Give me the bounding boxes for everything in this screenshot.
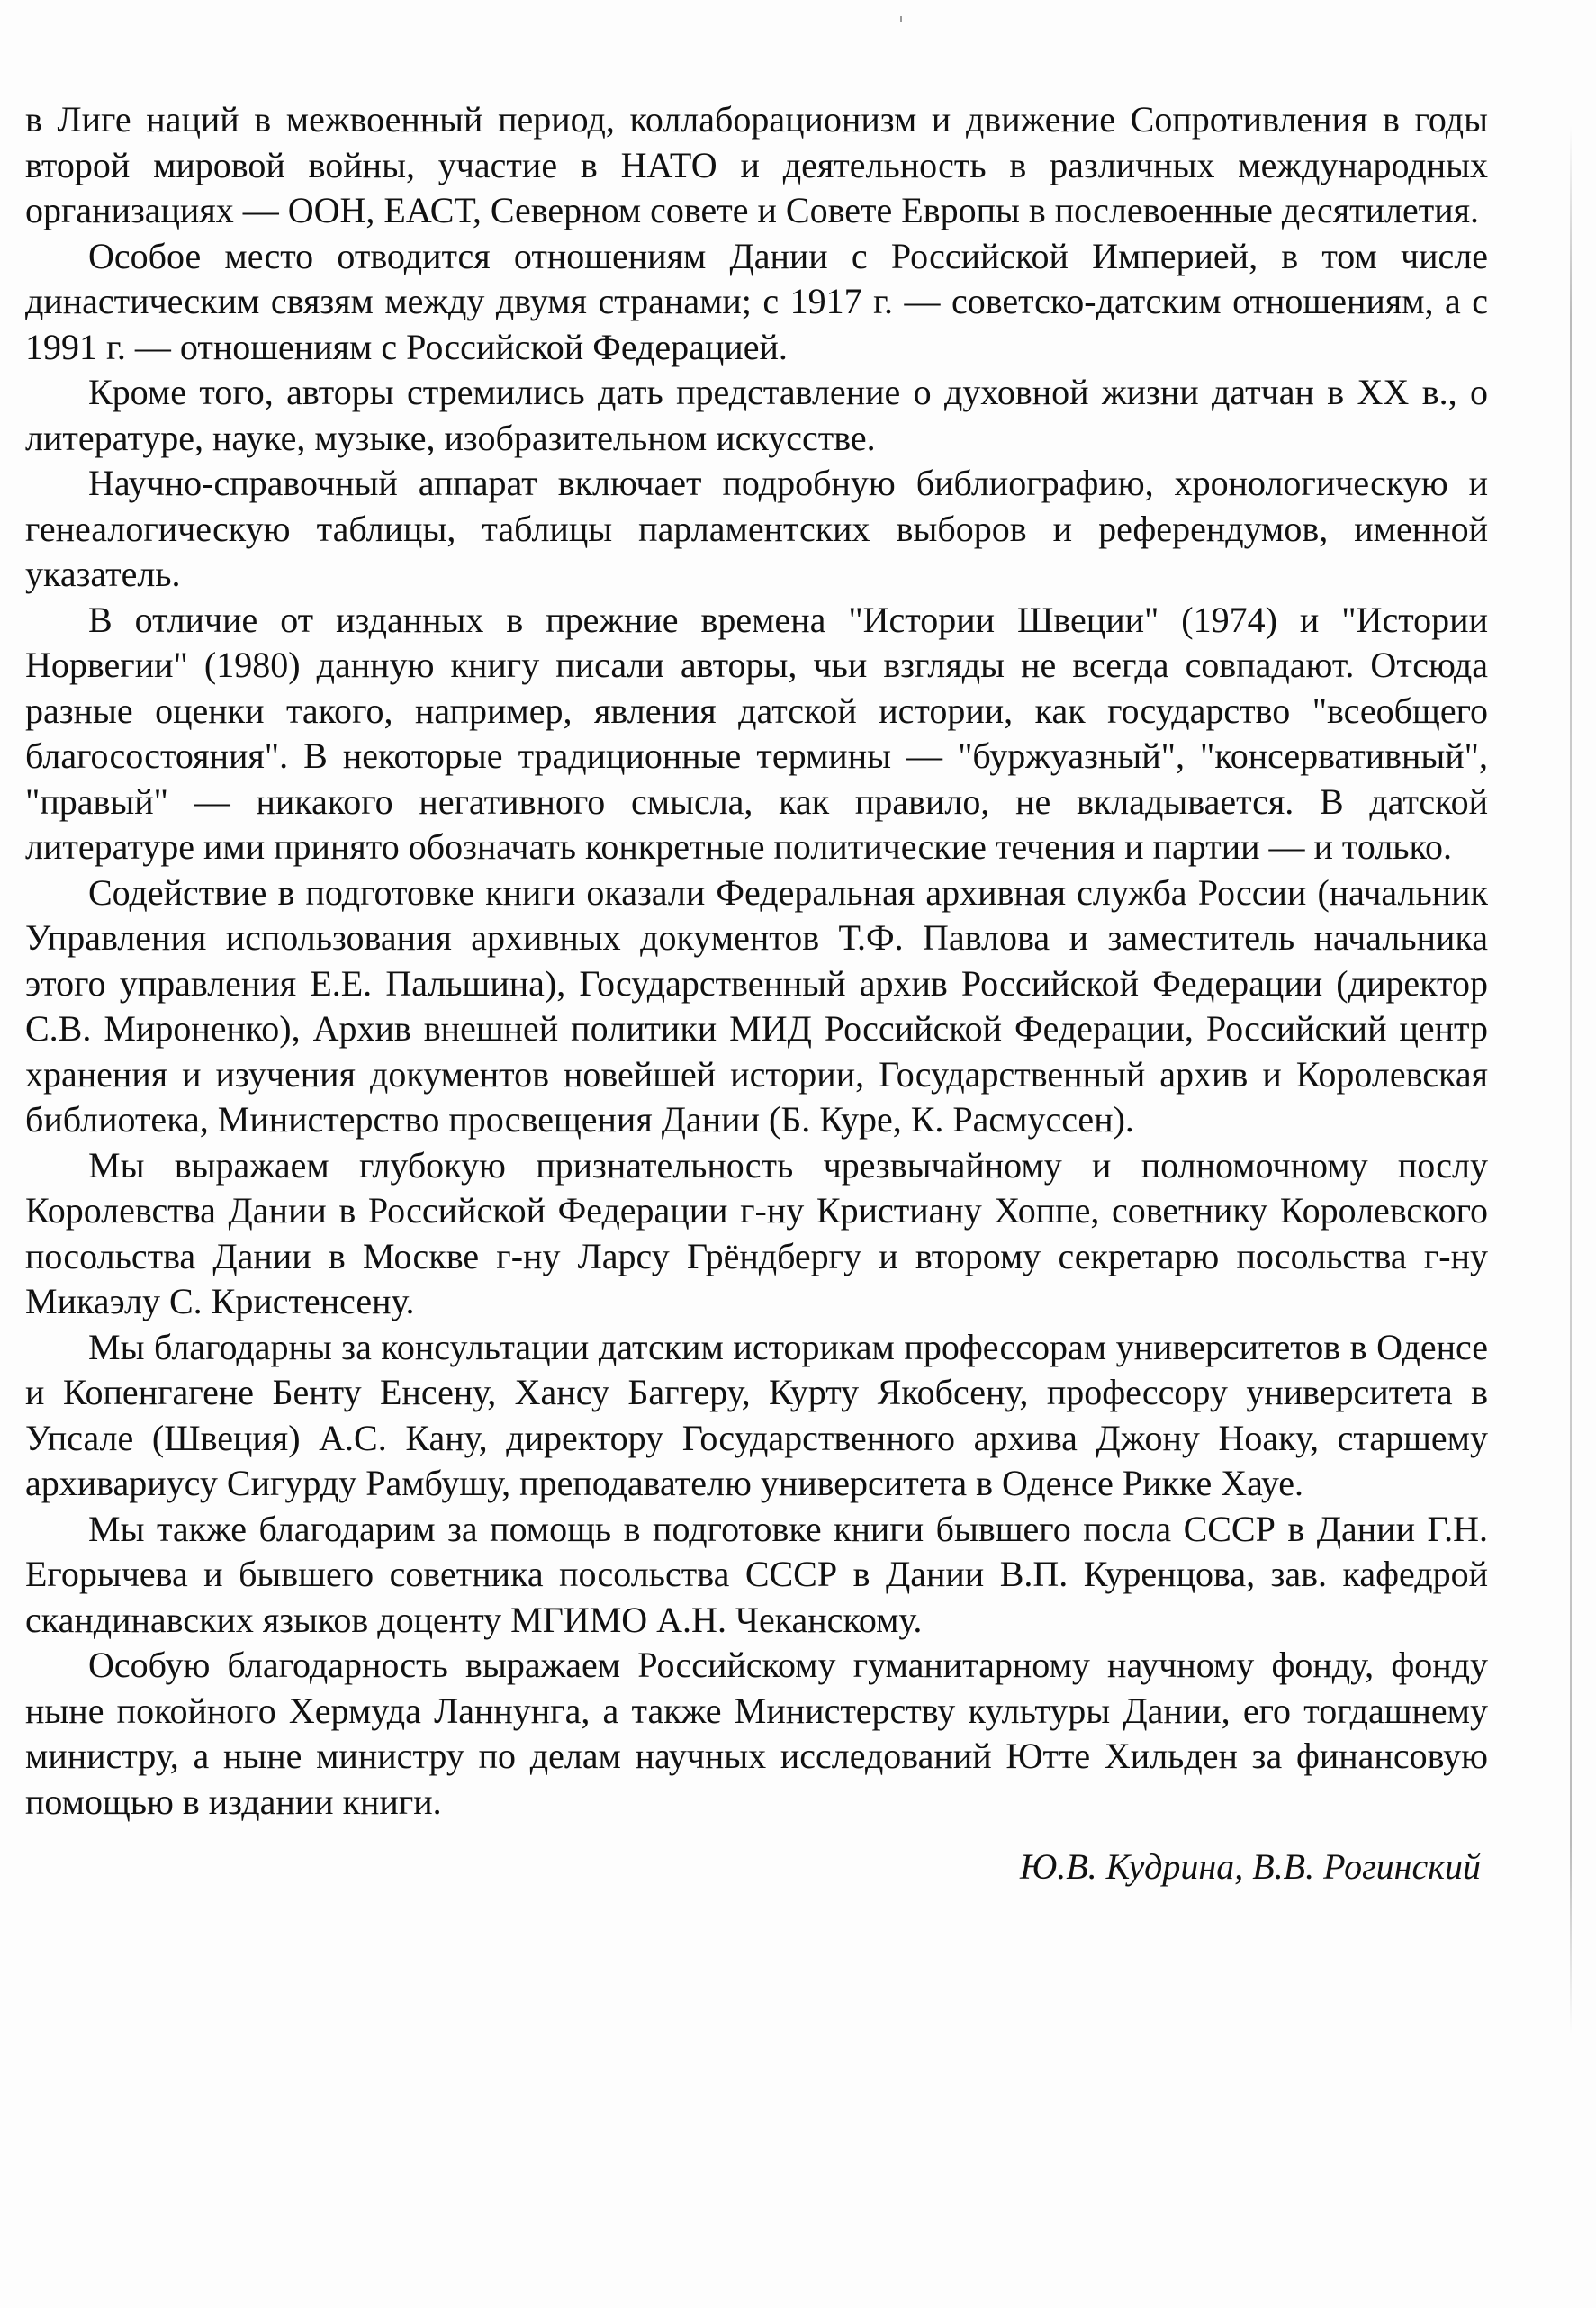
scan-artifact (900, 16, 902, 22)
authors-signature: Ю.В. Кудрина, В.В. Рогинский (1019, 1846, 1481, 1887)
paragraph: Мы выражаем глубокую признательность чрезвычайному и полномочному послу Королевства Дании в Российской Федерации г-ну Кристиану Хоппе, советнику Королевского посольства Дании в Москве г-ну Ларсу Грёндбергу и второму секретарю посольства г-ну Микаэлу С. Кристенсену. (25, 1144, 1488, 1321)
paragraph: Мы также благодарим за помощь в подготовке книги бывшего посла СССР в Дании Г.Н. Егорычева и бывшего советника посольства СССР в Дании В.П. Куренцова, зав. кафедрой скандинавских языков доценту МГИМО А.Н. Чеканскому. (25, 1508, 1488, 1640)
paragraph: Научно-справочный аппарат включает подробную библиографию, хронологическую и генеалогическую таблицы, таблицы парламентских выборов и референдумов, именной указатель. (25, 463, 1488, 594)
paragraph: Содействие в подготовке книги оказали Федеральная архивная служба России (начальник Управления использования архивных документов Т.Ф. Павлова и заместитель начальника этого управления Е.Е. Пальшина), Государственный архив Российской Федерации (директор С.В. Мироненко), Архив внешней политики МИД Российской Федерации, Российский центр хранения и изучения документов новейшей истории, Государственный архив и Королевская библиотека, Министерство просвещения Дании (Б. Куре, К. Расмуссен). (25, 871, 1488, 1140)
paragraph: Мы благодарны за консультации датским историкам профессорам университетов в Оденсе и Копенгагене Бенту Енсену, Хансу Баггеру, Курту Якобсену, профессору университета в Упсале (Швеция) А.С. Кану, директору Государственного архива Джону Ноаку, старшему архивариусу Сигурду Рамбушу, преподавателю университета в Оденсе Рикке Хауе. (25, 1326, 1488, 1503)
body-text (25, 97, 1488, 1890)
paragraph: Особое место отводится отношениям Дании с Российской Империей, в том числе династическим связям между двумя странами; с 1917 г. — советско-датским отношениям, а с 1991 г. — отношениям с Российской Федерацией. (25, 235, 1488, 367)
paragraph: В отличие от изданных в прежние времена "Истории Швеции" (1974) и "Истории Норвегии" (1980) данную книгу писали авторы, чьи взгляды не всегда совпадают. Отсюда разные оценки такого, например, явления датской истории, как государство "всеобщего благосостояния". В некоторые традиционные термины — "буржуазный", "консервативный", "правый" — никакого негативного смысла, как правило, не вкладывается. В датской литературе ими принято обозначать конкретные политические течения и партии — и только. (25, 599, 1488, 867)
paragraph: Кроме того, авторы стремились дать представление о духовной жизни датчан в XX в., о литературе, науке, музыке, изобразительном искусстве. (25, 372, 1488, 458)
page-edge-shadow (1570, 126, 1572, 2034)
paragraph: в Лиге наций в межвоенный период, коллаборационизм и движение Сопротивления в годы второй мировой войны, участие в НАТО и деятельность в различных международных организациях — ООН, ЕАСТ, Северном совете и Совете Европы в послевоенные десятилетия. (25, 99, 1488, 230)
paragraph: Особую благодарность выражаем Российскому гуманитарному научному фонду, фонду ныне покойного Хермуда Ланнунга, а также Министерству культуры Дании, его тогдашнему министру, а ныне министру по делам научных исследований Ютте Хильден за финансовую помощью в издании книги. (25, 1645, 1488, 1822)
